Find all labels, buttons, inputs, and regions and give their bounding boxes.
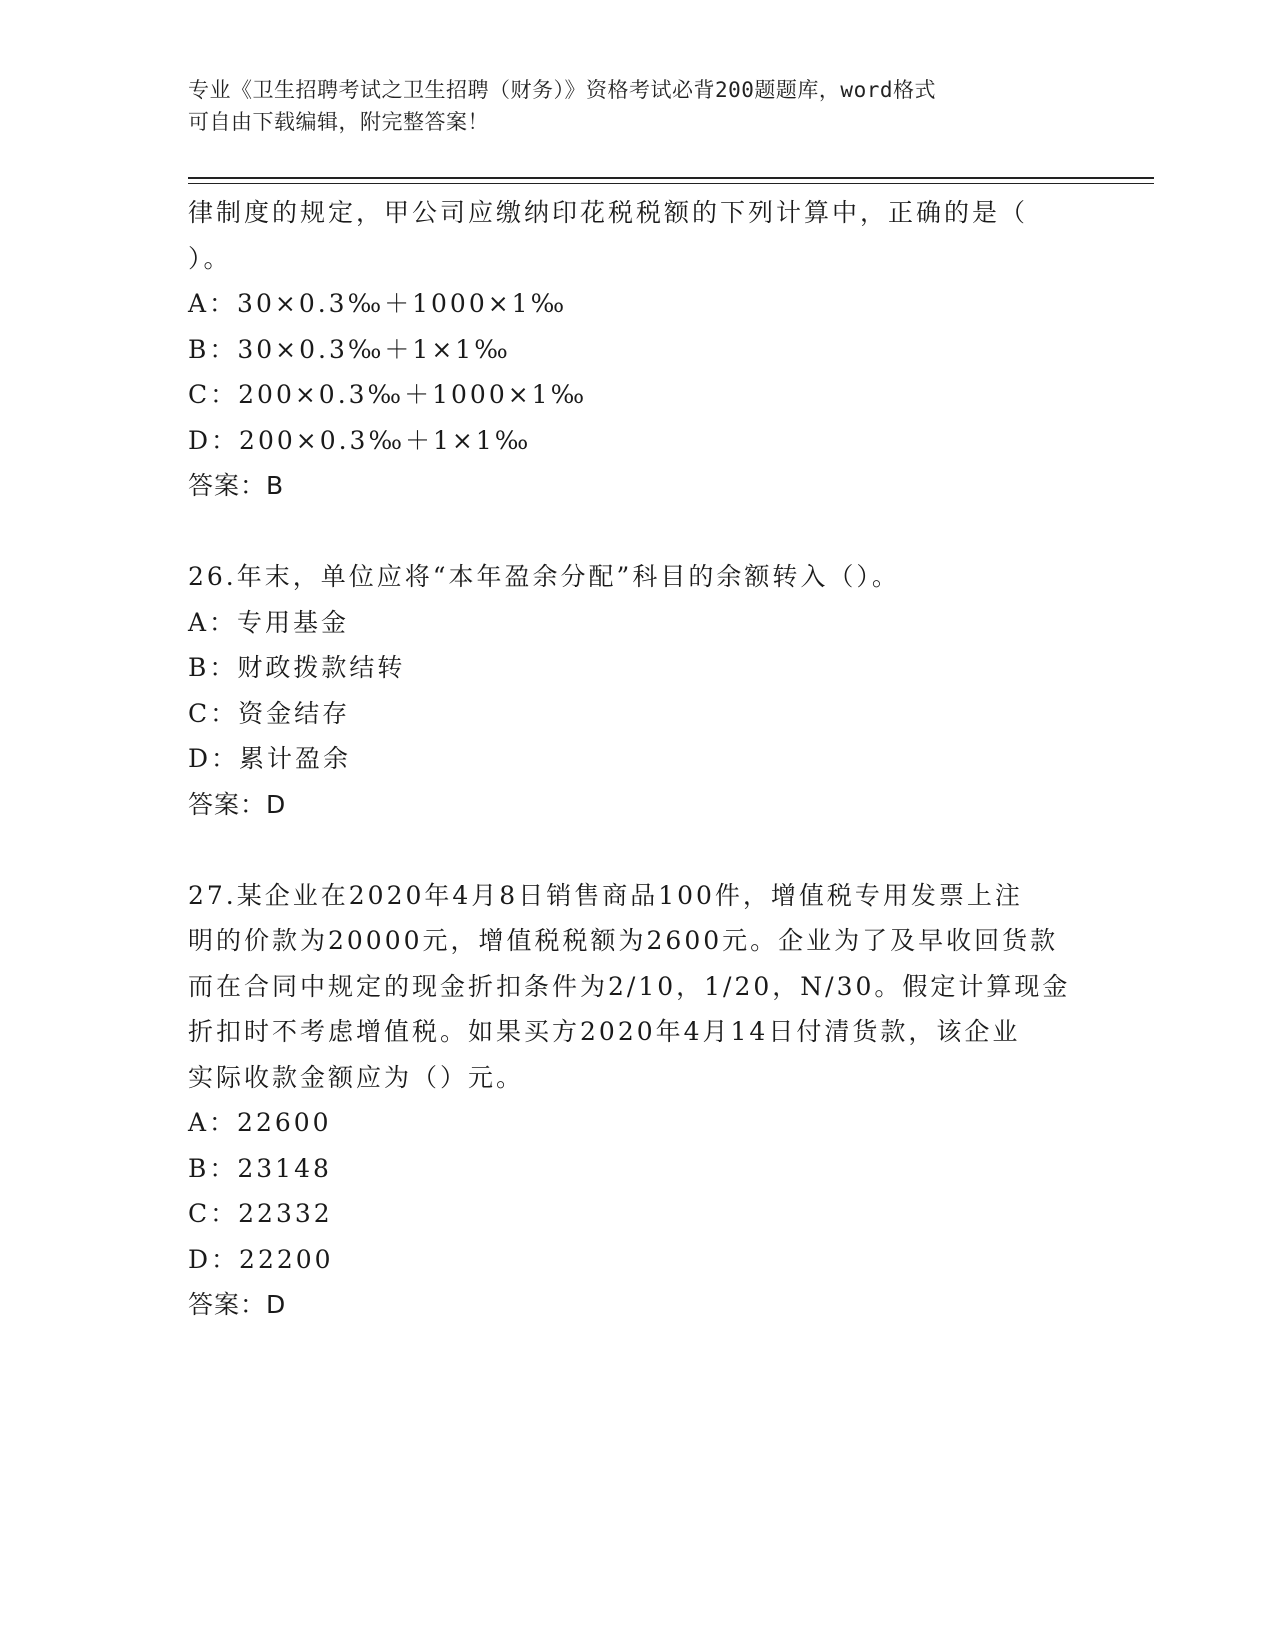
answer-line: 答案：D [188, 789, 287, 819]
answer-line: 答案：D [188, 1290, 287, 1319]
header-line-2: 可自由下载编辑，附完整答案！ [188, 110, 489, 134]
header-line-1: 专业《卫生招聘考试之卫生招聘（财务）》资格考试必背200题题库，word格式 [188, 78, 936, 102]
document-header [188, 74, 1088, 138]
question-stem-line: 律制度的规定，甲公司应缴纳印花税税额的下列计算中，正确的是（ [188, 198, 1029, 227]
option-d: D：累计盈余 [188, 744, 352, 773]
option-a: A：专用基金 [188, 607, 350, 637]
option-b: B：30×0.3‰＋1×1‰ [188, 334, 511, 364]
option-d: D：200×0.3‰＋1×1‰ [188, 425, 532, 455]
header-divider-thick [188, 177, 1154, 179]
option-d: D：22200 [188, 1244, 334, 1274]
question-stem-line: 折扣时不考虑增值税。如果买方2020年4月14日付清货款，该企业 [188, 1017, 1021, 1046]
question-stem-line: 实际收款金额应为（）元。 [188, 1062, 525, 1092]
question-stem-line: 而在合同中规定的现金折扣条件为2/10，1/20，N/30。假定计算现金 [188, 971, 1071, 1001]
option-b: B：23148 [188, 1153, 332, 1183]
option-a: A：30×0.3‰＋1000×1‰ [188, 289, 568, 318]
option-b: B：财政拨款结转 [188, 653, 406, 682]
question-stem-line: 27.某企业在2020年4月8日销售商品100件，增值税专用发票上注 [188, 880, 1023, 910]
spacer [188, 827, 1088, 873]
question-27 [188, 873, 1088, 1328]
option-c: C：200×0.3‰＋1000×1‰ [188, 380, 588, 409]
option-c: C：22332 [188, 1199, 333, 1228]
spacer [188, 509, 1088, 555]
question-content [188, 190, 1088, 1328]
question-stem-line: 明的价款为20000元，增值税税额为2600元。企业为了及早收回货款 [188, 926, 1059, 955]
answer-line: 答案：B [188, 471, 285, 500]
question-26 [188, 554, 1088, 827]
option-c: C：资金结存 [188, 698, 351, 728]
question-stem-line: ）。 [188, 243, 232, 273]
option-a: A：22600 [188, 1108, 332, 1137]
header-divider-thin [188, 183, 1154, 184]
question-stem-line: 26.年末，单位应将“本年盈余分配”科目的余额转入（）。 [188, 562, 900, 591]
question-25 [188, 190, 1088, 509]
